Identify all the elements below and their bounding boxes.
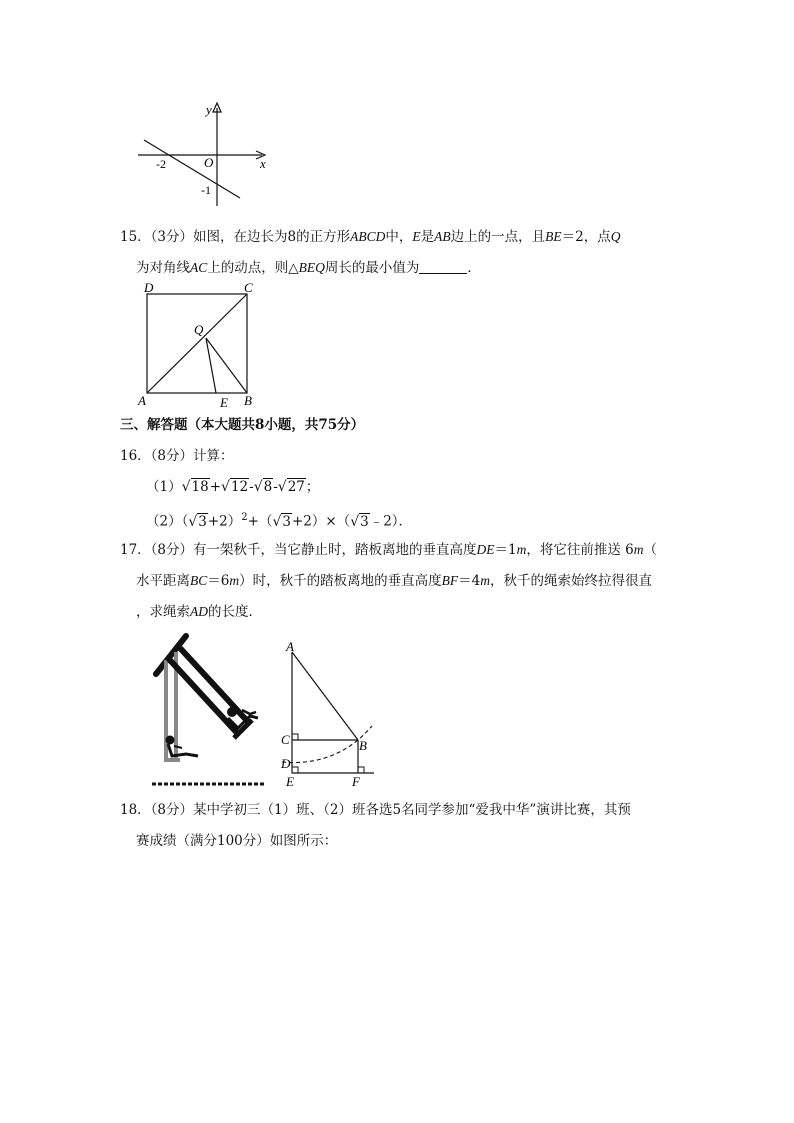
sqrt-3-b: √3 xyxy=(272,513,291,530)
section-heading: 三、解答题（本大题共8小题，共75分） xyxy=(120,417,365,433)
label-C: C xyxy=(244,280,253,295)
q17-line3: ，求绳索AD的长度． xyxy=(136,604,262,620)
label-B: B xyxy=(244,393,252,408)
sqrt-12: √12 xyxy=(221,479,249,495)
sqrt-3-c: √3 xyxy=(350,513,369,530)
sqrt-3-a: √3 xyxy=(188,513,207,530)
swing-geometry-figure xyxy=(276,640,386,792)
q17-line2: 水平距离BC＝6m）时，秋千的踏板离地的垂直高度BF＝4m，秋千的绳索始终拉得很直 xyxy=(136,573,652,589)
square-figure xyxy=(136,280,266,410)
label-E: E xyxy=(220,395,228,410)
label-A: A xyxy=(286,640,294,654)
q16-part1: （1）√18+√12-√8-√27； xyxy=(146,479,320,495)
swing-illustration xyxy=(146,632,276,792)
q15-line2: 为对角线AC上的动点，则△BEQ周长的最小值为 ． xyxy=(136,260,481,276)
q16-head: 16．（8分）计算： xyxy=(120,448,234,464)
origin-label: O xyxy=(204,155,214,170)
sqrt-27: √27 xyxy=(277,479,305,495)
q18-line1: 18．（8分）某中学初三（1）班、（2）班各选5名同学参加“爱我中华”演讲比赛，其预 xyxy=(120,802,631,818)
label-D: D xyxy=(144,280,154,295)
label-B: B xyxy=(359,738,367,753)
y-axis-label: y xyxy=(206,102,212,117)
label-F: F xyxy=(352,774,360,789)
sqrt-18: √18 xyxy=(181,479,209,495)
q16-part2: $(2)(√3+2)^2+(√3+2)\times(√3﹣2)$． xyxy=(146,512,413,530)
q18-line2: 赛成绩（满分100分）如图所示： xyxy=(136,833,338,849)
label-A: A xyxy=(138,393,146,408)
neg2-label: -2 xyxy=(156,157,166,171)
sqrt-8: √8 xyxy=(253,479,273,495)
coordinate-figure xyxy=(130,98,280,213)
label-Q: Q xyxy=(194,322,204,337)
answer-blank xyxy=(419,259,467,274)
q17-line1: 17．（8分）有一架秋千，当它静止时，踏板离地的垂直高度DE＝1m，将它往前推送 6m（ xyxy=(120,542,658,558)
label-D: D xyxy=(281,756,291,771)
label-C: C xyxy=(281,732,290,747)
label-E: E xyxy=(286,774,294,789)
x-axis-label: x xyxy=(260,156,266,171)
q15-line1: 15．（3分）如图，在边长为8的正方形ABCD中，E是AB边上的一点，且BE＝2，点Q xyxy=(120,229,621,245)
neg1-label: -1 xyxy=(201,183,211,197)
